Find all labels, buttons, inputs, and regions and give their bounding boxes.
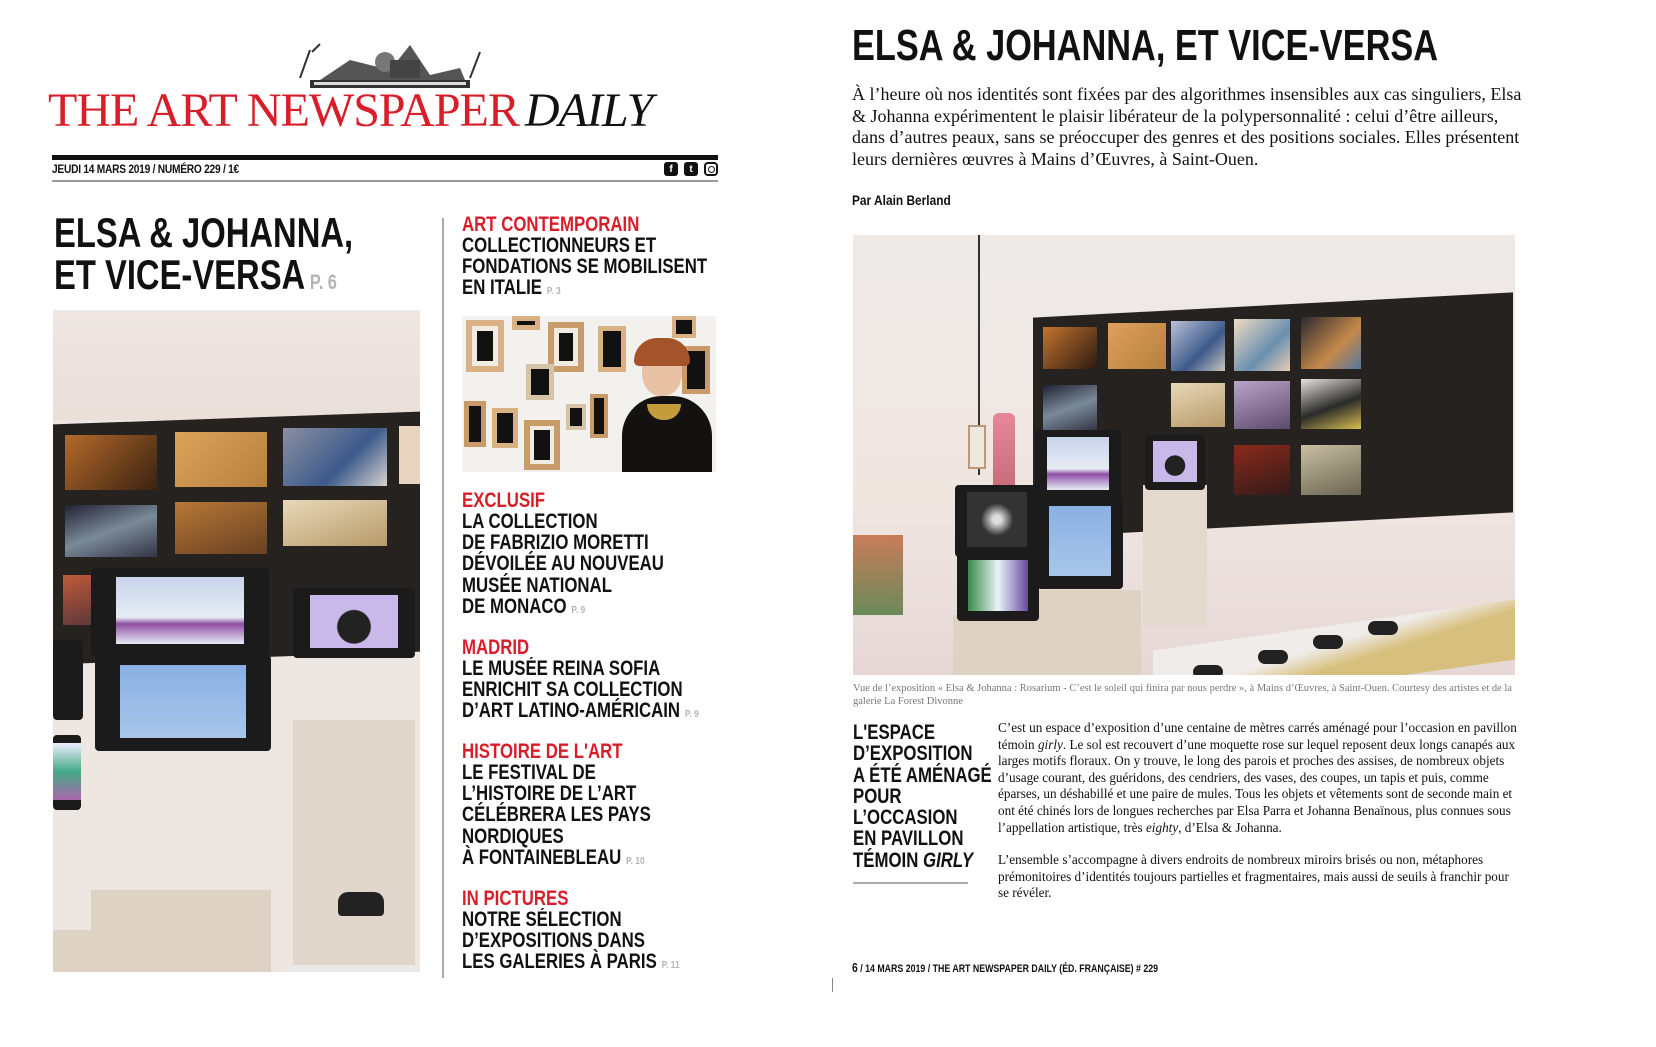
teaser-line: ENRICHIT SA COLLECTION xyxy=(462,678,683,702)
photo-caption: Vue de l’exposition « Elsa & Johanna : Rosarium - C’est le soleil qui finira par nous perdre », à Mains d’Œuvres, à Saint-Ouen. Courtesy des artistes et de la galerie La Forest Divonne xyxy=(853,683,1512,707)
footer-text: / 14 MARS 2019 / THE ART NEWSPAPER DAILY (ÉD. FRANÇAISE) # 229 xyxy=(857,963,1159,975)
page-ref: P. 6 xyxy=(309,271,337,294)
teaser-in-pictures[interactable] xyxy=(462,888,734,977)
pull-quote-line: POUR xyxy=(853,784,902,808)
pull-quote-italic: GIRLY xyxy=(923,848,974,872)
instagram-icon[interactable] xyxy=(704,162,718,176)
masthead-red: THE ART NEWSPAPER xyxy=(48,84,519,137)
body-italic: eighty xyxy=(1145,819,1179,835)
twitter-icon[interactable]: t xyxy=(684,162,698,176)
page-number: 6 xyxy=(852,960,858,975)
pull-quote-rule xyxy=(853,882,968,884)
body-paragraph: L’ensemble s’accompagne à divers endroits de nombreux miroirs brisés ou non, métaphores prémonitoires d’identités toujours partielles et fragmentaires, mais aussi de seuils à franchir pour se révéler. xyxy=(998,852,1509,901)
pull-quote-line: EN PAVILLON xyxy=(853,827,964,851)
teaser-title xyxy=(462,235,707,303)
teaser-line: DÉVOILÉE AU NOUVEAU xyxy=(462,552,664,576)
teaser-line: NOTRE SÉLECTION xyxy=(462,908,622,931)
body-paragraph xyxy=(998,720,1518,836)
teaser-line: DE FABRIZIO MORETTI xyxy=(462,531,649,555)
teaser-line: D’EXPOSITIONS DANS xyxy=(462,929,645,953)
teaser-line: COLLECTIONNEURS ET xyxy=(462,234,657,257)
front-page xyxy=(0,0,780,1047)
teaser-madrid[interactable] xyxy=(462,637,758,726)
body-text: . Le sol est recouvert d’une moquette rose sur lequel reposent deux longs canapés aux larges motifs floraux. On y trouve, le long des parois et proches des assises, de nombreux objets d’usage courant, des guéridons, des cendriers, des vases, des coupes, un tapis et puis, comme éparses, un déshabillé et une paire de mules. Tous les objets et vêtements sont de seconde main et ont été chinés lors de longues recherches par Elsa Parra et Johanna Benaïnous, plus connues sous l’appellation artistique, très xyxy=(998,736,1516,835)
teaser-kicker: ART CONTEMPORAIN xyxy=(462,213,640,236)
crop-mark xyxy=(832,978,833,992)
lead-headline-line2: ET VICE-VERSA xyxy=(54,251,306,298)
teaser-art-contemporain[interactable] xyxy=(462,214,768,303)
teaser-line: À FONTAINEBLEAU xyxy=(462,845,622,869)
pull-quote-line: L'ESPACE xyxy=(853,721,936,744)
article-page xyxy=(780,0,1656,1047)
teaser-kicker: IN PICTURES xyxy=(462,887,569,910)
teaser-line: D’ART LATINO-AMÉRICAIN xyxy=(462,699,681,723)
pull-quote-line: L’OCCASION xyxy=(853,806,958,830)
masthead-title xyxy=(48,86,652,136)
page-ref: P. 9 xyxy=(684,708,699,721)
pull-quote-line: D’EXPOSITION xyxy=(853,742,973,766)
teaser-histoire-de-l-art[interactable] xyxy=(462,741,698,872)
body-text: C’est un espace d’exposition d’une centaine de mètres carrés aménagé pour l’occasion en pavillon témoin xyxy=(998,720,1517,752)
pull-quote-line: A ÉTÉ AMÉNAGÉ xyxy=(853,763,992,787)
page-footer xyxy=(852,960,1158,975)
teaser-line: EN ITALIE xyxy=(462,276,542,300)
teaser-line: LES GALERIES À PARIS xyxy=(462,950,657,974)
column-divider xyxy=(442,218,444,978)
teaser-kicker: EXCLUSIF xyxy=(462,489,546,512)
article-body xyxy=(998,720,1518,918)
facebook-icon[interactable]: f xyxy=(664,162,678,176)
teaser-title xyxy=(462,909,680,977)
byline: Par Alain Berland xyxy=(852,192,951,208)
pull-quote-line: TÉMOIN xyxy=(853,848,919,872)
page-ref: P. 11 xyxy=(661,959,680,972)
page-ref: P. 10 xyxy=(626,854,645,867)
teaser-line: DE MONACO xyxy=(462,594,567,618)
teaser-line: LA COLLECTION xyxy=(462,510,598,533)
masthead-daily: DAILY xyxy=(524,84,653,137)
article-photo xyxy=(853,235,1515,675)
article-deck: À l’heure où nos identités sont fixées par des algorithmes insensibles aux cas singuliers, Elsa & Johanna expérimentent le plaisir libérateur de la polypersonnalité : celui d’être ailleurs, dans d’autres peaux, sans se préoccuper des genres et des positions sociales. Elles présentent leurs dernières œuvres à Mains d’Œuvres, à Saint-Ouen. xyxy=(852,84,1522,169)
teaser-title xyxy=(462,511,664,621)
teaser-title xyxy=(462,762,651,872)
teaser-line: L’HISTOIRE DE L’ART xyxy=(462,782,637,806)
dateline-rule xyxy=(52,180,718,182)
lead-photo xyxy=(53,310,420,972)
lead-headline[interactable] xyxy=(54,209,354,304)
teaser-line: LE MUSÉE REINA SOFIA xyxy=(462,657,661,680)
teaser-line: FONDATIONS SE MOBILISENT xyxy=(462,255,708,279)
body-italic: girly xyxy=(1037,736,1063,752)
lead-headline-line1: ELSA & JOHANNA, xyxy=(54,209,354,256)
article-headline: ELSA & JOHANNA, ET VICE-VERSA xyxy=(852,21,1439,70)
pull-quote xyxy=(853,722,992,871)
teaser-kicker: MADRID xyxy=(462,636,530,659)
page-ref: P. 3 xyxy=(546,285,561,298)
teaser-line: MUSÉE NATIONAL xyxy=(462,573,612,597)
page-ref: P. 9 xyxy=(571,603,586,616)
teaser-exclusif[interactable] xyxy=(462,490,714,621)
social-icons xyxy=(664,162,718,176)
masthead-rule xyxy=(52,155,718,160)
teaser-line: NORDIQUES xyxy=(462,824,564,848)
teaser-title xyxy=(462,658,699,726)
teaser-photo xyxy=(462,316,716,472)
body-text: , d’Elsa & Johanna. xyxy=(1178,819,1282,835)
dateline: JEUDI 14 MARS 2019 / NUMÉRO 229 / 1€ xyxy=(52,162,239,176)
teaser-kicker: HISTOIRE DE L'ART xyxy=(462,740,623,763)
teaser-line: CÉLÉBRERA LES PAYS xyxy=(462,803,651,827)
teaser-line: LE FESTIVAL DE xyxy=(462,761,596,784)
